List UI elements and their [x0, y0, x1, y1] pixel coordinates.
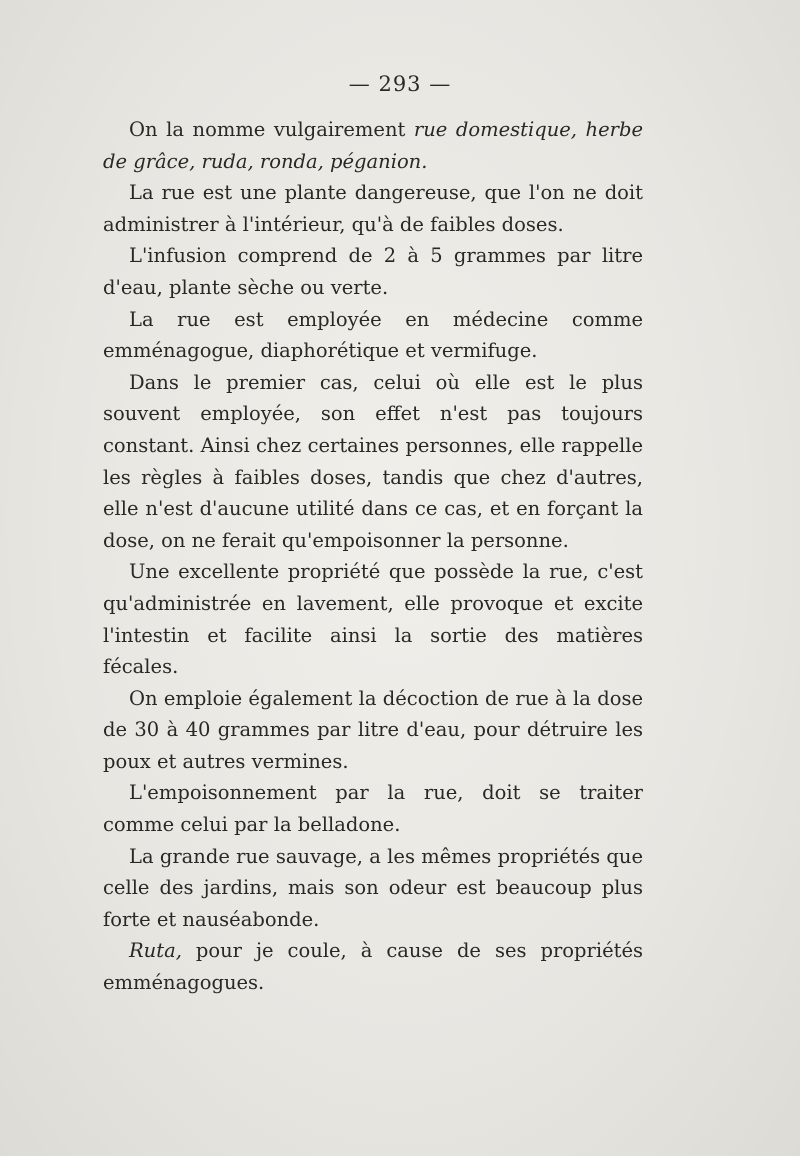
page-number: — 293 — [348, 72, 452, 96]
paragraph-italic-text: rue domestique, herbe de grâce, ruda, ronda, péganion. [103, 118, 643, 173]
paragraph-text: On emploie également la décoction de rue à la dose de 30 à 40 grammes par litre d'eau, pour détruire les poux et autres vermines. [103, 686, 643, 773]
paragraph [103, 304, 643, 367]
paragraph [103, 556, 643, 682]
body-text [103, 114, 643, 999]
paragraph-text: Dans le premier cas, celui où elle est le plus souvent employée, son effet n'est pas toujours constant. Ainsi chez certaines personnes, elle rappelle les règles à faibles doses, tandis que chez d'autres, elle n'est d'aucune utilité dans ce cas, et en forçant la dose, on ne ferait qu'empoisonner la personne. [103, 370, 643, 552]
paragraph-text: La rue est une plante dangereuse, que l'on ne doit administrer à l'intérieur, qu'à de faibles doses. [103, 181, 643, 236]
paragraph [103, 240, 643, 303]
paragraph [103, 114, 643, 177]
paragraph-text: pour je coule, à cause de ses propriétés emménagogues. [103, 939, 643, 995]
paragraph-text: Une excellente propriété que possède la rue, c'est qu'administrée en lavement, elle provoque et excite l'intestin et facilite ainsi la sortie des matières fécales. [103, 560, 643, 679]
paragraph-text: La rue est employée en médecine comme emménagogue, diaphorétique et vermifuge. [103, 307, 643, 363]
paragraph [103, 841, 643, 936]
paragraph [103, 935, 643, 998]
paragraph-text: La grande rue sauvage, a les mêmes propriétés que celle des jardins, mais son odeur est beaucoup plus forte et nauséabonde. [103, 844, 643, 931]
paragraph [103, 683, 643, 778]
paragraph-text: L'infusion comprend de 2 à 5 grammes par litre d'eau, plante sèche ou verte. [103, 244, 643, 299]
paragraph-text: On la nomme vulgairement [129, 118, 414, 141]
paragraph [103, 777, 643, 840]
paragraph [103, 367, 643, 557]
paragraph [103, 177, 643, 240]
paragraph-italic-text: Ruta, [129, 939, 182, 963]
paragraph-text: L'empoisonnement par la rue, doit se traiter comme celui par la belladone. [103, 781, 643, 837]
